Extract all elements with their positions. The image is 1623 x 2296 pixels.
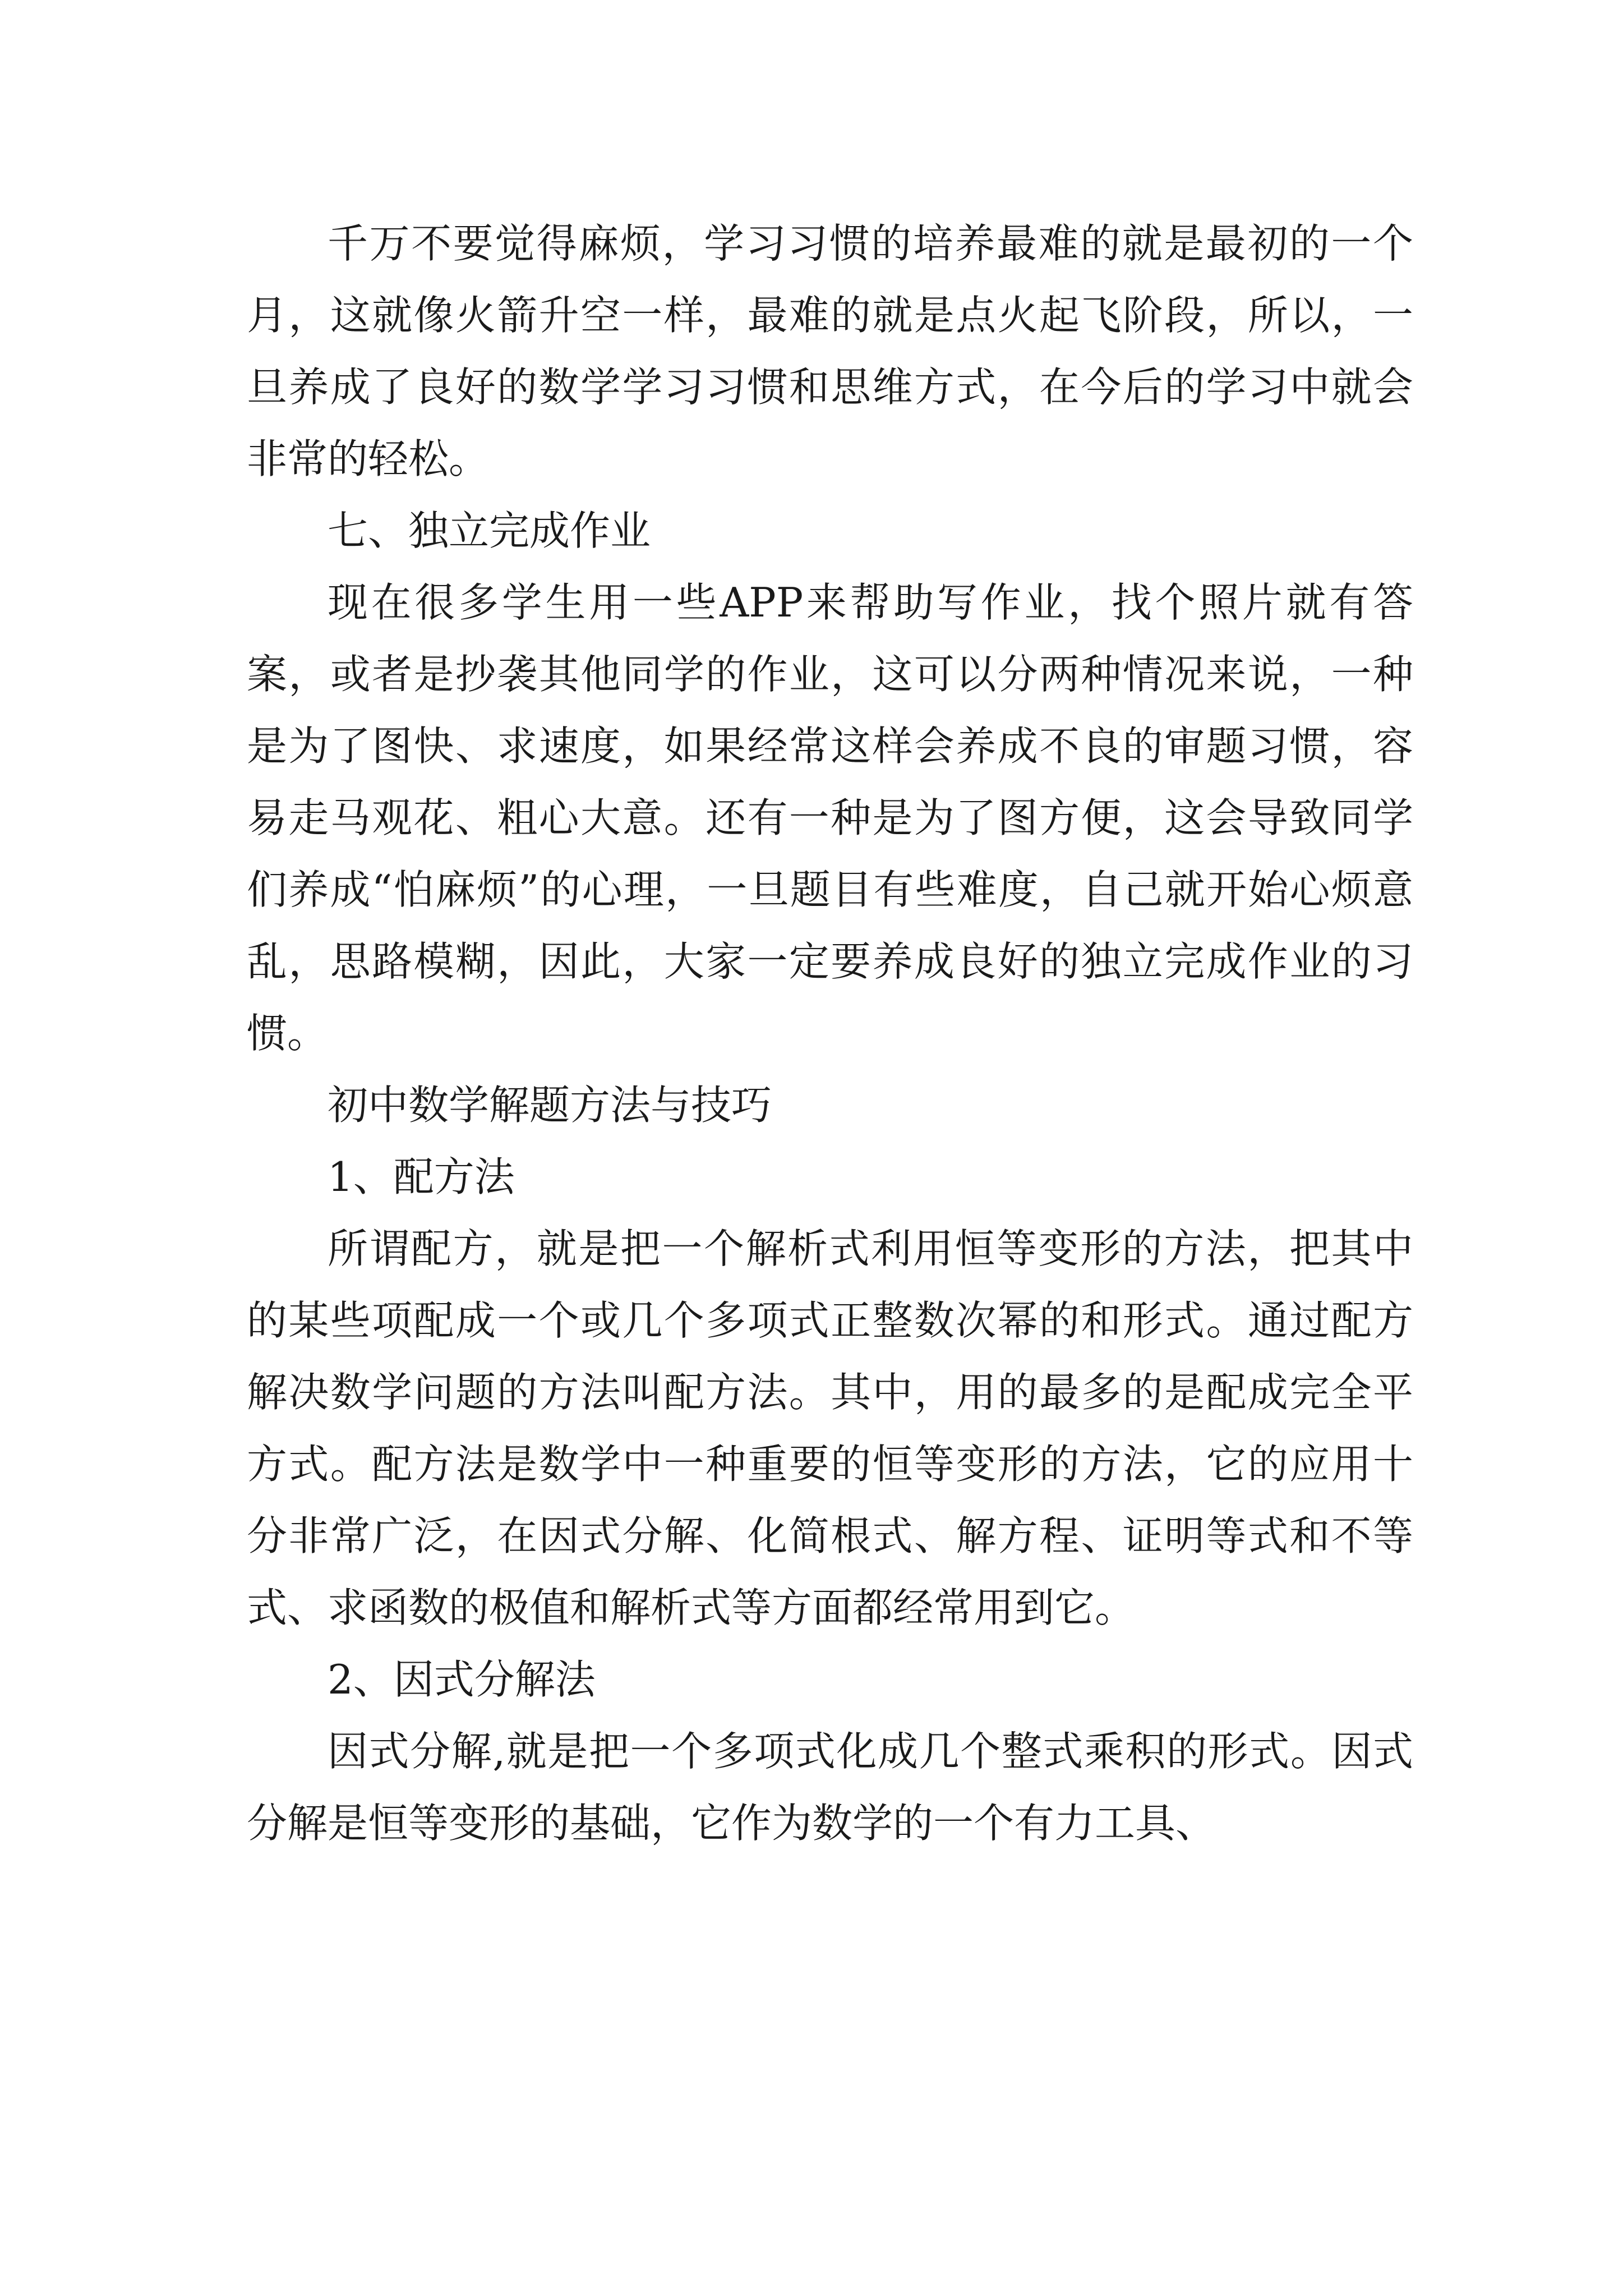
paragraph-completing-square: 所谓配方，就是把一个解析式利用恒等变形的方法，把其中的某些项配成一个或几个多项式正整数次幂的和形式。通过配方解决数学问题的方法叫配方法。其中，用的最多的是配成完全平方式。配方法是数学中一种重要的恒等变形的方法，它的应用十分非常广泛，在因式分解、化简根式、解方程、证明等式和不等式、求函数的极值和解析式等方面都经常用到它。 [247,1225,1413,1631]
section-heading-independent-homework: 七、独立完成作业 [328,507,651,554]
paragraph-independent-homework: 现在很多学生用一些APP来帮助写作业，找个照片就有答案，或者是抄袭其他同学的作业，这可以分两种情况来说，一种是为了图快、求速度，如果经常这样会养成不良的审题习惯，容易走马观花、粗心大意。还有一种是为了图方便，这会导致同学们养成“怕麻烦”的心理，一旦题目有些难度，自己就开始心烦意乱，思路模糊，因此，大家一定要养成良好的独立完成作业的习惯。 [247,579,1413,1057]
subheading-factorization: 2、因式分解法 [328,1656,596,1703]
paragraph-factorization: 因式分解,就是把一个多项式化成几个整式乘积的形式。因式分解是恒等变形的基础，它作为数学的一个有力工具、 [247,1728,1413,1847]
section-heading-problem-solving-methods: 初中数学解题方法与技巧 [328,1082,772,1129]
document-body [247,208,1413,1859]
subheading-completing-square: 1、配方法 [328,1153,515,1200]
paragraph-habit-conclusion: 千万不要觉得麻烦，学习习惯的培养最难的就是最初的一个月，这就像火箭升空一样，最难的就是点火起飞阶段，所以，一旦养成了良好的数学学习习惯和思维方式，在今后的学习中就会非常的轻松。 [247,220,1413,482]
